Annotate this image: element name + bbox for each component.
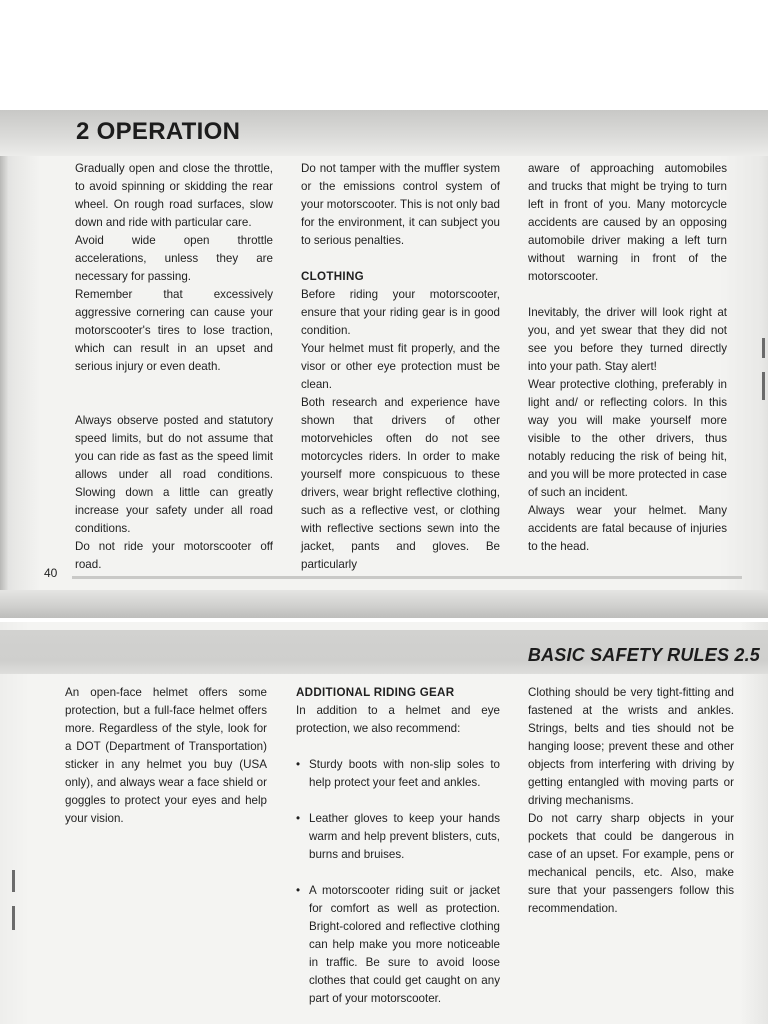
page-number: 40 (44, 566, 58, 580)
paragraph: Do not carry sharp objects in your pockets that could be dangerous in case of an upset. For example, pens or mechanical pencils, etc. Also, make sure that your passengers follow this recommendation. (528, 812, 734, 915)
binding-mark (12, 906, 15, 930)
paragraph: aware of approaching automobiles and trucks that might be trying to turn left in front of you. Many motorcycle accidents are caused by an opposing automobile driver making a left turn without warning in front of the motorscooter. (528, 162, 727, 283)
paragraph: Gradually open and close the throttle, to avoid spinning or skidding the rear wheel. On rough road surfaces, slow down and ride with particular care. (75, 162, 273, 229)
list-item-text: Sturdy boots with non-slip soles to help protect your feet and ankles. (309, 758, 500, 789)
binding-mark (12, 870, 15, 892)
paragraph: Your helmet must fit properly, and the visor or other eye protection must be clean. (301, 342, 500, 391)
binding-mark (762, 338, 765, 358)
list-item (296, 810, 500, 864)
list-item-text: A motorscooter riding suit or jacket for comfort as well as protection. Bright-colored and reflective clothing can help make you more noticeable in traffic. Be sure to avoid loose clothes that could get caught on any part of your motorscooter. (309, 884, 500, 1005)
paragraph: Do not ride your motorscooter off road. (75, 540, 273, 571)
paragraph: Wear protective clothing, preferably in light and/ or reflecting colors. In this way you will make yourself more visible to the other drivers, thus notably reducing the risk of being hit, and you will be more protected in case of such an incident. (528, 378, 727, 499)
paragraph: Avoid wide open throttle accelerations, unless they are necessary for passing. (75, 234, 273, 283)
paragraph: Remember that excessively aggressive cornering can cause your motorscooter's tires to lose traction, which can result in an upset and serious injury or even death. (75, 288, 273, 373)
bullet-icon: • (296, 758, 301, 771)
paragraph: Always wear your helmet. Many accidents are fatal because of injuries to the head. (528, 504, 727, 553)
paragraph: In addition to a helmet and eye protection, we also recommend: (296, 704, 500, 735)
text-column-2 (296, 684, 500, 1024)
list-item (296, 756, 500, 792)
section-title: BASIC SAFETY RULES 2.5 (527, 645, 760, 665)
binding-mark (762, 372, 765, 400)
manual-page-bottom (0, 622, 768, 1024)
text-column-3 (528, 160, 727, 556)
paragraph: Before riding your motorscooter, ensure that your riding gear is in good condition. (301, 288, 500, 337)
paragraph: Both research and experience have shown that drivers of other motorvehicles often do not see motorcycles riders. In order to make yourself more conspicuous to these drivers, wear bright reflective clothing, such as a reflective vest, or clothing with reflective sections sewn into the jacket, pants and gloves. Be particularly (301, 396, 500, 571)
footer-rule (72, 576, 742, 579)
section-title: 2 OPERATION (76, 118, 241, 145)
text-column-1 (75, 160, 273, 574)
additional-riding-gear-heading: ADDITIONAL RIDING GEAR (296, 686, 455, 699)
page-edge-shadow (0, 590, 768, 618)
paragraph: Inevitably, the driver will look right at you, and yet swear that they did not see you before they turned directly into your path. Stay alert! (528, 306, 727, 373)
text-column-2 (301, 160, 500, 574)
paragraph: Always observe posted and statutory speed limits, but do not assume that you can ride as fast as the speed limit allows under all road conditions. Slowing down a little can greatly increase your safety under all road conditions. (75, 414, 273, 535)
text-column-3 (528, 684, 734, 918)
list-item (296, 882, 500, 1008)
bullet-icon: • (296, 812, 301, 825)
text-column-1 (65, 684, 267, 828)
paragraph: An open-face helmet offers some protection, but a full-face helmet offers more. Regardless of the style, look for a DOT (Department of Transportation) sticker in any helmet you buy (USA only), and always wear a face shield or goggles to protect your eyes and help your vision. (65, 686, 267, 825)
paragraph: Do not tamper with the muffler system or the emissions control system of your motorscooter. This is not only bad for the environment, it can subject you to serious penalties. (301, 162, 500, 247)
list-item-text: Leather gloves to keep your hands warm and help prevent blisters, cuts, burns and bruises. (309, 812, 500, 861)
page-spine-shadow (0, 110, 8, 618)
clothing-heading: CLOTHING (301, 270, 364, 283)
paragraph: Clothing should be very tight-fitting and fastened at the wrists and ankles. Strings, belts and ties should not be hanging loose; prevent these and other objects from interfering with driving by getting entangled with moving parts or driving mechanisms. (528, 686, 734, 807)
gear-list (296, 756, 500, 1008)
bullet-icon: • (296, 884, 301, 897)
manual-page-top (0, 110, 768, 618)
